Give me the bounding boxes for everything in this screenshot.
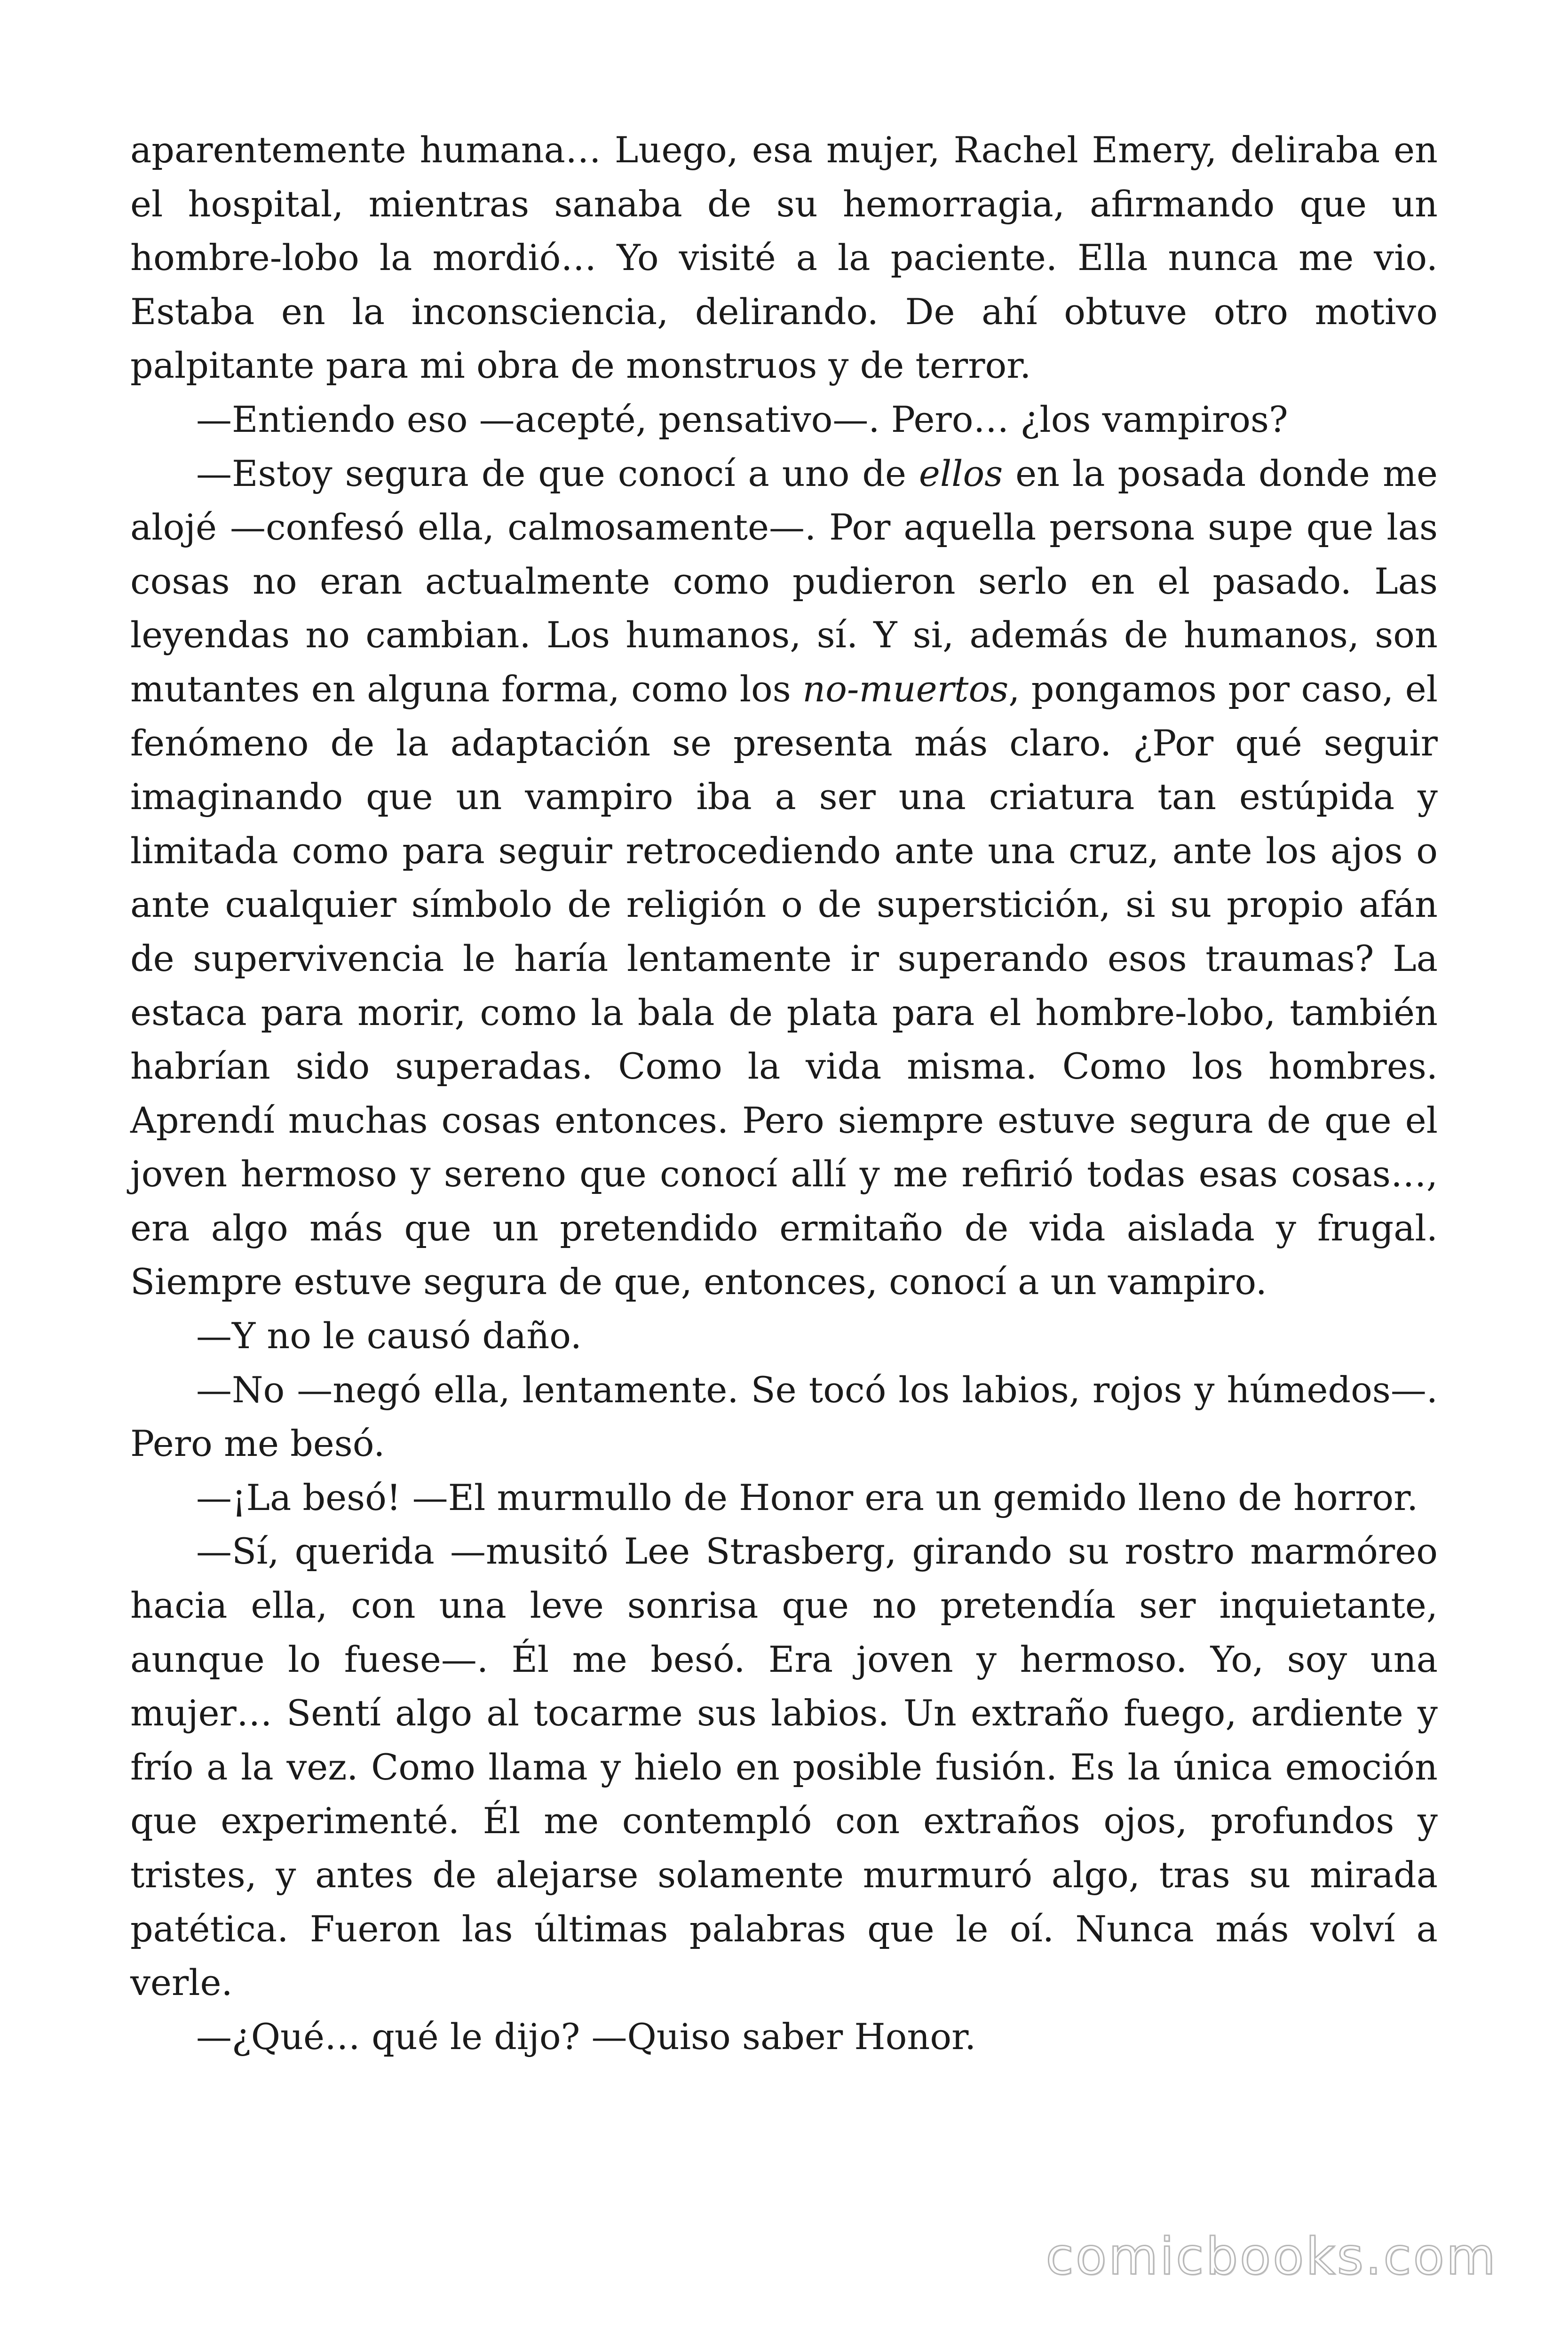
paragraph [130,1525,1438,2010]
paragraph [130,1309,1438,1363]
paragraph-text: en la posada donde me alojé —confesó ella, calmosamente—. Por aquella persona supe que las cosas no eran actualmente como pudieron serlo en el pasado. Las leyendas no cambian. Los humanos, sí. Y si, además de humanos, son mutantes en alguna forma, como los [130,452,1438,710]
site-watermark: comicbooks.com [1045,2227,1497,2286]
paragraph-text: —¡La besó! —El murmullo de Honor era un gemido lleno de horror. [196,1476,1418,1518]
paragraph-text: , pongamos por caso, el fenómeno de la adaptación se presenta más claro. ¿Por qué seguir imaginando que un vampiro iba a ser una criatura tan estúpida y limitada como para seguir retrocediendo ante una cruz, ante los ajos o ante cualquier símbolo de religión o de superstición, si su propio afán de supervivencia le haría lentamente ir superando esos traumas? La estaca para morir, como la bala de plata para el hombre-lobo, también habrían sido superadas. Como la vida misma. Como los hombres. Aprendí muchas cosas entonces. Pero siempre estuve segura de que el joven hermoso y sereno que conocí allí y me refirió todas esas cosas…, era algo más que un pretendido ermitaño de vida aislada y frugal. Siempre estuve segura de que, entonces, conocí a un vampiro. [130,667,1438,1303]
paragraph-text: —¿Qué… qué le dijo? —Quiso saber Honor. [196,2015,976,2058]
paragraph [130,447,1438,1310]
paragraph-text: —Estoy segura de que conocí a uno de [196,452,919,494]
italic-text: ellos [919,452,1003,494]
paragraph-text: —No —negó ella, lentamente. Se tocó los labios, rojos y húmedos—. Pero me besó. [130,1368,1438,1465]
paragraph [130,393,1438,447]
paragraph [130,123,1438,393]
book-page-text [130,123,1438,2064]
paragraph [130,1363,1438,1471]
italic-text: no-muertos [802,667,1009,710]
paragraph-text: aparentemente humana… Luego, esa mujer, Rachel Emery, deliraba en el hospital, mientras sanaba de su hemorragia, afirmando que un hombre-lobo la mordió… Yo visité a la paciente. Ella nunca me vio. Estaba en la inconsciencia, delirando. De ahí obtuve otro motivo palpitante para mi obra de monstruos y de terror. [130,129,1438,387]
paragraph [130,1471,1438,1525]
paragraph-text: —Entiendo eso —acepté, pensativo—. Pero… ¿los vampiros? [196,398,1288,440]
paragraph [130,2010,1438,2064]
paragraph-text: —Y no le causó daño. [196,1315,582,1357]
paragraph-text: —Sí, querida —musitó Lee Strasberg, girando su rostro marmóreo hacia ella, con una leve sonrisa que no pretendía ser inquietante, aunque lo fuese—. Él me besó. Era joven y hermoso. Yo, soy una mujer… Sentí algo al tocarme sus labios. Un extraño fuego, ardiente y frío a la vez. Como llama y hielo en posible fusión. Es la única emoción que experimenté. Él me contempló con extraños ojos, profundos y tristes, y antes de alejarse solamente murmuró algo, tras su mirada patética. Fueron las últimas palabras que le oí. Nunca más volví a verle. [130,1530,1438,2004]
